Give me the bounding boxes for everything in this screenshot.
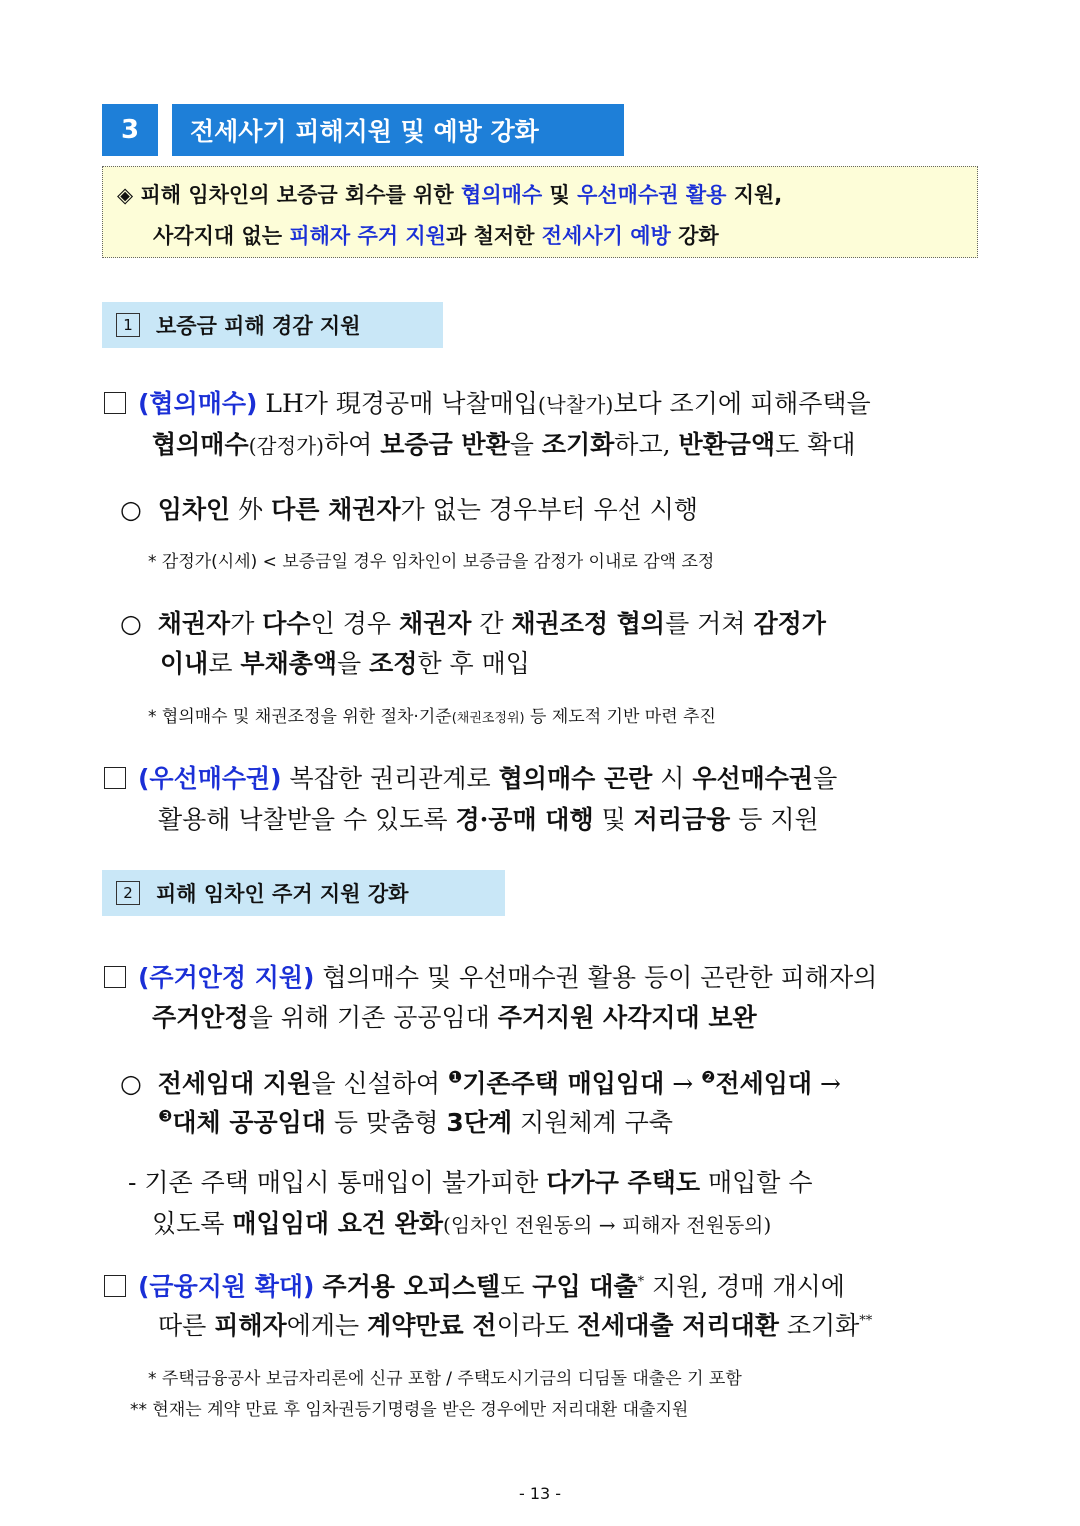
subsection-number: 1	[116, 313, 140, 337]
summary-line-1: ◈ 피해 임차인의 보증금 회수를 위한 협의매수 및 우선매수권 활용 지원,	[117, 183, 783, 207]
bullet-multiple-creditors: ○ 채권자가 다수인 경우 채권자 간 채권조정 협의를 거쳐 감정가	[120, 609, 826, 638]
bullet-tenant-first: ○ 임차인 外 다른 채권자가 없는 경우부터 우선 시행	[120, 495, 699, 524]
checkbox-square-icon	[104, 966, 126, 988]
subsection-1-header	[102, 302, 443, 348]
checkbox-square-icon	[104, 392, 126, 414]
section-title: 전세사기 피해지원 및 예방 강화	[172, 104, 624, 156]
checkbox-square-icon	[104, 767, 126, 789]
footnote: * 주택금융공사 보금자리론에 신규 포함 / 주택도시기금의 디딤돌 대출은 기 포함	[148, 1369, 742, 1389]
item-priority-purchase-line-2: 활용해 낙찰받을 수 있도록 경·공매 대행 및 저리금융 등 지원	[158, 805, 819, 834]
subsection-2-header	[102, 870, 505, 916]
circle-bullet-icon: ○	[120, 609, 142, 638]
circle-bullet-icon: ○	[120, 495, 142, 524]
item-negotiated-purchase-line-2: 협의매수(감정가)하여 보증금 반환을 조기화하고, 반환금액도 확대	[152, 430, 856, 459]
page-number: - 13 -	[518, 1484, 562, 1503]
item-negotiated-purchase: (협의매수) LH가 現경공매 낙찰매입(낙찰가)보다 조기에 피해주택을	[104, 384, 871, 420]
footnote: * 감정가(시세) < 보증금일 경우 임차인이 보증금을 감정가 이내로 감액 조정	[148, 552, 715, 572]
summary-line-2: 사각지대 없는 피해자 주거 지원과 철저한 전세사기 예방 강화	[153, 224, 719, 248]
subsection-title: 피해 임차인 주거 지원 강화	[156, 882, 409, 906]
bullet-jeonse-rental: ○ 전세임대 지원을 신설하여 $^❶$기존주택 매입임대 → $^❷$전세임대 →	[120, 1067, 841, 1098]
dash-multi-household: - 기존 주택 매입시 통매입이 불가피한 다가구 주택도 매입할 수	[128, 1168, 813, 1197]
section-number: 3	[102, 104, 158, 156]
item-housing-stability-line-2: 주거안정을 위해 기존 공공임대 주거지원 사각지대 보완	[152, 1003, 757, 1032]
diamond-icon: ◈	[117, 183, 134, 207]
summary-box	[102, 166, 978, 258]
checkbox-square-icon	[104, 1275, 126, 1297]
circle-bullet-icon: ○	[120, 1069, 142, 1098]
bullet-jeonse-rental-line-2: $^❸$대체 공공임대 등 맞춤형 3단계 지원체계 구축	[158, 1106, 673, 1137]
subsection-number: 2	[116, 881, 140, 905]
item-priority-purchase: (우선매수권) 복잡한 권리관계로 협의매수 곤란 시 우선매수권을	[104, 759, 837, 795]
item-finance-support-line-2: 따른 피해자에게는 계약만료 전이라도 전세대출 저리대환 조기화**	[158, 1311, 873, 1340]
subsection-title: 보증금 피해 경감 지원	[156, 314, 361, 338]
item-finance-support: (금융지원 확대) 주거용 오피스텔도 구입 대출* 지원, 경매 개시에	[104, 1267, 845, 1303]
footnote: * 협의매수 및 채권조정을 위한 절차·기준(채권조정위) 등 제도적 기반 마련 추진	[148, 707, 716, 727]
footnote: ** 현재는 계약 만료 후 임차권등기명령을 받은 경우에만 저리대환 대출지원	[130, 1400, 689, 1420]
dash-multi-household-line-2: 있도록 매입임대 요건 완화(임차인 전원동의 → 피해자 전원동의)	[152, 1209, 772, 1238]
bullet-multiple-creditors-line-2: 이내로 부채총액을 조정한 후 매입	[160, 649, 530, 678]
item-housing-stability: (주거안정 지원) 협의매수 및 우선매수권 활용 등이 곤란한 피해자의	[104, 958, 877, 994]
